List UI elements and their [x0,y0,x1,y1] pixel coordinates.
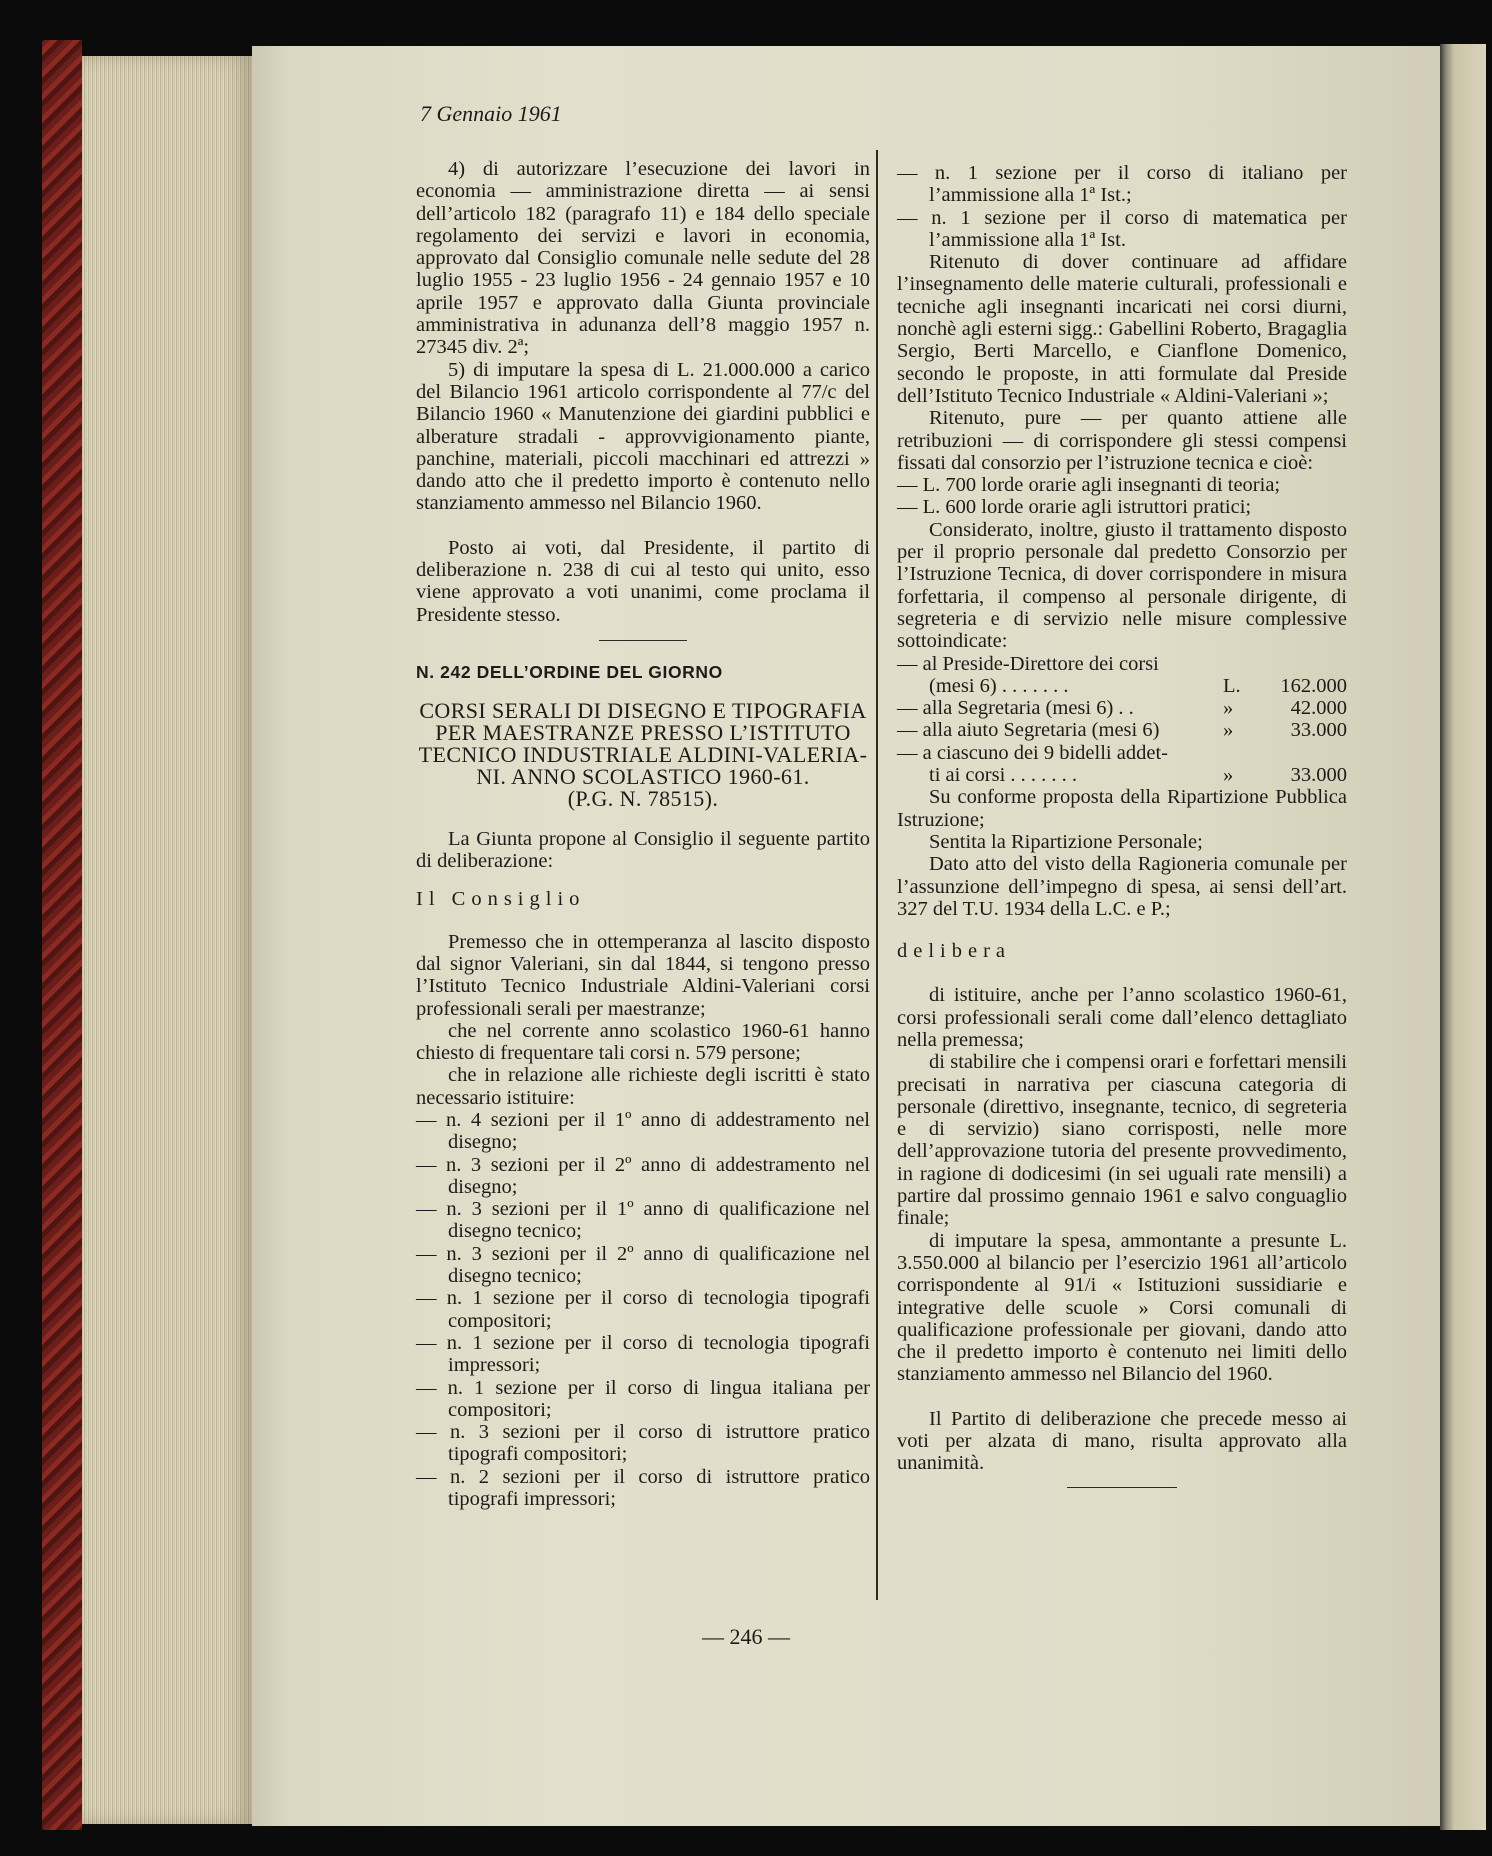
paragraph: Il Partito di deliberazione che precede messo ai voti per alzata di mano, risulta approvato alla unanimità. [897,1407,1347,1475]
fee-row [897,675,1347,697]
fee-amount: 162.000 [1280,674,1347,697]
fee-row [897,764,1347,786]
paragraph: Su conforme proposta della Ripartizione Pubblica Istruzione; [897,786,1347,831]
fee-label: — a ciascuno dei 9 bidelli addet- [897,741,1168,764]
rate-item: — L. 700 lorde orarie agli insegnanti di teoria; [897,474,1281,497]
rate-item: — L. 600 lorde orarie agli istruttori pratici; [897,496,1252,519]
fee-currency: » [1223,697,1234,720]
list-item: — n. 1 sezione per il corso di tecnologia tipografi compositori; [416,1287,870,1332]
fee-row [897,697,1347,719]
title-line: (P.G. N. 78515). [567,785,719,811]
fee-label: — alla Segretaria (mesi 6) . . [897,697,1134,720]
fee-amount: 42.000 [1290,697,1347,720]
left-column [416,158,870,1510]
paragraph: Ritenuto, pure — per quanto attiene alle retribuzioni — di corrispondere gli stessi compensi fissati dal consorzio per l’istruzione tecnica e cioè: [897,407,1347,474]
paragraph: di imputare la spesa, ammontante a presunte L. 3.550.000 al bilancio per l’esercizio 1961 all’articolo corrispondente al 91/i « Istituzioni sussidiarie e integrative delle scuole » Corsi comunali di qualificazione professionale per giovani, dando atto che il predetto importo è contenuto nei limiti dello stanziamento ammesso nel Bilancio del 1960. [897,1229,1347,1386]
book-cover-right [1440,44,1486,1830]
list-item: — n. 4 sezioni per il 1º anno di addestramento nel disegno; [416,1109,870,1154]
paragraph: Considerato, inoltre, giusto il trattamento disposto per il proprio personale dal predetto Consorzio per l’Istruzione Tecnica, di dover corrispondere in misura forfettaria, il compenso al personale dirigente, di segreteria e di servizio nelle misure complessive sottoindicate: [897,518,1347,653]
fee-currency: » [1223,719,1234,742]
paragraph: 4) di autorizzare l’esecuzione dei lavori in economia — amministrazione diretta — ai sensi dell’articolo 182 (paragrafo 11) e 184 dello speciale regolamento dei servizi e lavori in economia, approvato dal Consiglio comunale nelle sedute del 28 luglio 1955 - 23 luglio 1956 - 24 gennaio 1957 e 10 aprile 1957 e approvato dalla Giunta provinciale amministrativa in adunanza dell’8 maggio 1957 n. 27345 div. 2ª; [416,158,870,359]
page-stack-edges [82,56,252,1824]
fee-amount: 33.000 [1290,719,1347,742]
title-line: CORSI SERALI DI DISEGNO E TIPOGRAFIA [419,697,867,723]
title-line: NI. ANNO SCOLASTICO 1960-61. [476,763,810,789]
fee-label: ti ai corsi . . . . . . . [929,764,1078,787]
paragraph: Ritenuto di dover continuare ad affidare l’insegnamento delle materie culturali, professionali e tecniche agli insegnanti incaricati nei corsi diurni, nonchè agli esterni sigg.: Gabellini Roberto, Bragaglia Sergio, Berti Marcello, e Cianflone Domenico, secondo le proposte, in atti formulate dal Preside dell’Istituto Tecnico Industriale « Aldini-Valeriani »; [897,251,1347,407]
fee-label: — al Preside-Direttore dei corsi [897,652,1159,675]
section-heading: N. 242 DELL’ORDINE DEL GIORNO [416,662,723,683]
title-line: TECNICO INDUSTRIALE ALDINI-VALERIA- [418,741,868,767]
paragraph: di stabilire che i compensi orari e forfettari mensili precisati in narrativa per ciascuna categoria di personale (direttivo, insegnante, tecnico, di segreteria e di servizio) siano corrisposti, nelle more dell’approvazione tutoria del presente provvedimento, in ragione di dodicesimi (in sei uguali rate mensili) a partire dal prossimo gennaio 1961 e salvo conguaglio finale; [897,1051,1347,1230]
list-item: — n. 1 sezione per il corso di italiano per l’ammissione alla 1ª Ist.; [897,162,1347,207]
paragraph: Sentita la Ripartizione Personale; [929,830,1203,853]
paragraph: Dato atto del visto della Ragioneria comunale per l’assunzione dell’impegno di spesa, ai sensi dell’art. 327 del T.U. 1934 della L.C. e P.; [897,853,1347,920]
delibera-heading: delibera [897,940,1012,963]
paragraph: 5) di imputare la spesa di L. 21.000.000 a carico del Bilancio 1961 articolo corrispondente al 77/c del Bilancio 1960 « Manutenzione dei giardini pubblici e alberature stradali - approvvigionamento piante, panchine, materiali, piccoli macchinari ed attrezzi » dando atto che il predetto importo è contenuto nello stanziamento ammesso nel Bilancio 1960. [416,358,870,515]
list-item: — n. 3 sezioni per il 1º anno di qualificazione nel disegno tecnico; [416,1198,870,1243]
fee-row [897,719,1347,741]
paragraph: che nel corrente anno scolastico 1960-61 hanno chiesto di frequentare tali corsi n. 579 persone; [416,1019,870,1065]
paragraph: che in relazione alle richieste degli iscritti è stato necessario istituire: [416,1064,870,1109]
fee-label: — alla aiuto Segretaria (mesi 6) [897,719,1160,742]
list-item: — n. 3 sezioni per il corso di istruttore pratico tipografi compositori; [416,1421,870,1466]
list-item: — n. 1 sezione per il corso di tecnologia tipografi impressori; [416,1331,870,1377]
fee-currency: L. [1223,674,1241,697]
paragraph: La Giunta propone al Consiglio il seguente partito di deliberazione: [416,827,870,873]
list-item: — n. 3 sezioni per il 2º anno di qualificazione nel disegno tecnico; [416,1242,870,1288]
consiglio-heading: Il Consiglio [416,888,586,911]
page-header-date: 7 Gennaio 1961 [420,101,562,126]
fees-table [897,653,1347,787]
right-column [897,162,1347,1488]
book-cover-left [42,40,82,1830]
fee-amount: 33.000 [1290,764,1347,787]
paragraph: Premesso che in ottemperanza al lascito disposto dal signor Valeriani, sin dal 1844, si tengono presso l’Istituto Tecnico Industriale Aldini-Valeriani corsi professionali serali per maestranze; [416,930,870,1020]
list-item: — n. 3 sezioni per il 2º anno di addestramento nel disegno; [416,1153,870,1198]
column-divider [876,150,878,1600]
list-item: — n. 2 sezioni per il corso di istruttore pratico tipografi impressori; [416,1465,870,1511]
title-line: PER MAESTRANZE PRESSO L’ISTITUTO [435,719,851,745]
page-number: — 246 — [702,1624,790,1649]
separator-rule [1067,1487,1177,1489]
list-item: — n. 1 sezione per il corso di matematica per l’ammissione alla 1ª Ist. [897,206,1347,251]
fee-currency: » [1223,764,1234,787]
paragraph: Posto ai voti, dal Presidente, il partito di deliberazione n. 238 di cui al testo qui unito, esso viene approvato a voti unanimi, come proclama il Presidente stesso. [416,536,870,626]
paragraph: di istituire, anche per l’anno scolastico 1960-61, corsi professionali serali come dall’elenco dettagliato nella premessa; [897,984,1347,1051]
item-title [416,697,870,811]
fee-label: (mesi 6) . . . . . . . [929,674,1069,697]
list-item: — n. 1 sezione per il corso di lingua italiana per compositori; [416,1376,870,1421]
